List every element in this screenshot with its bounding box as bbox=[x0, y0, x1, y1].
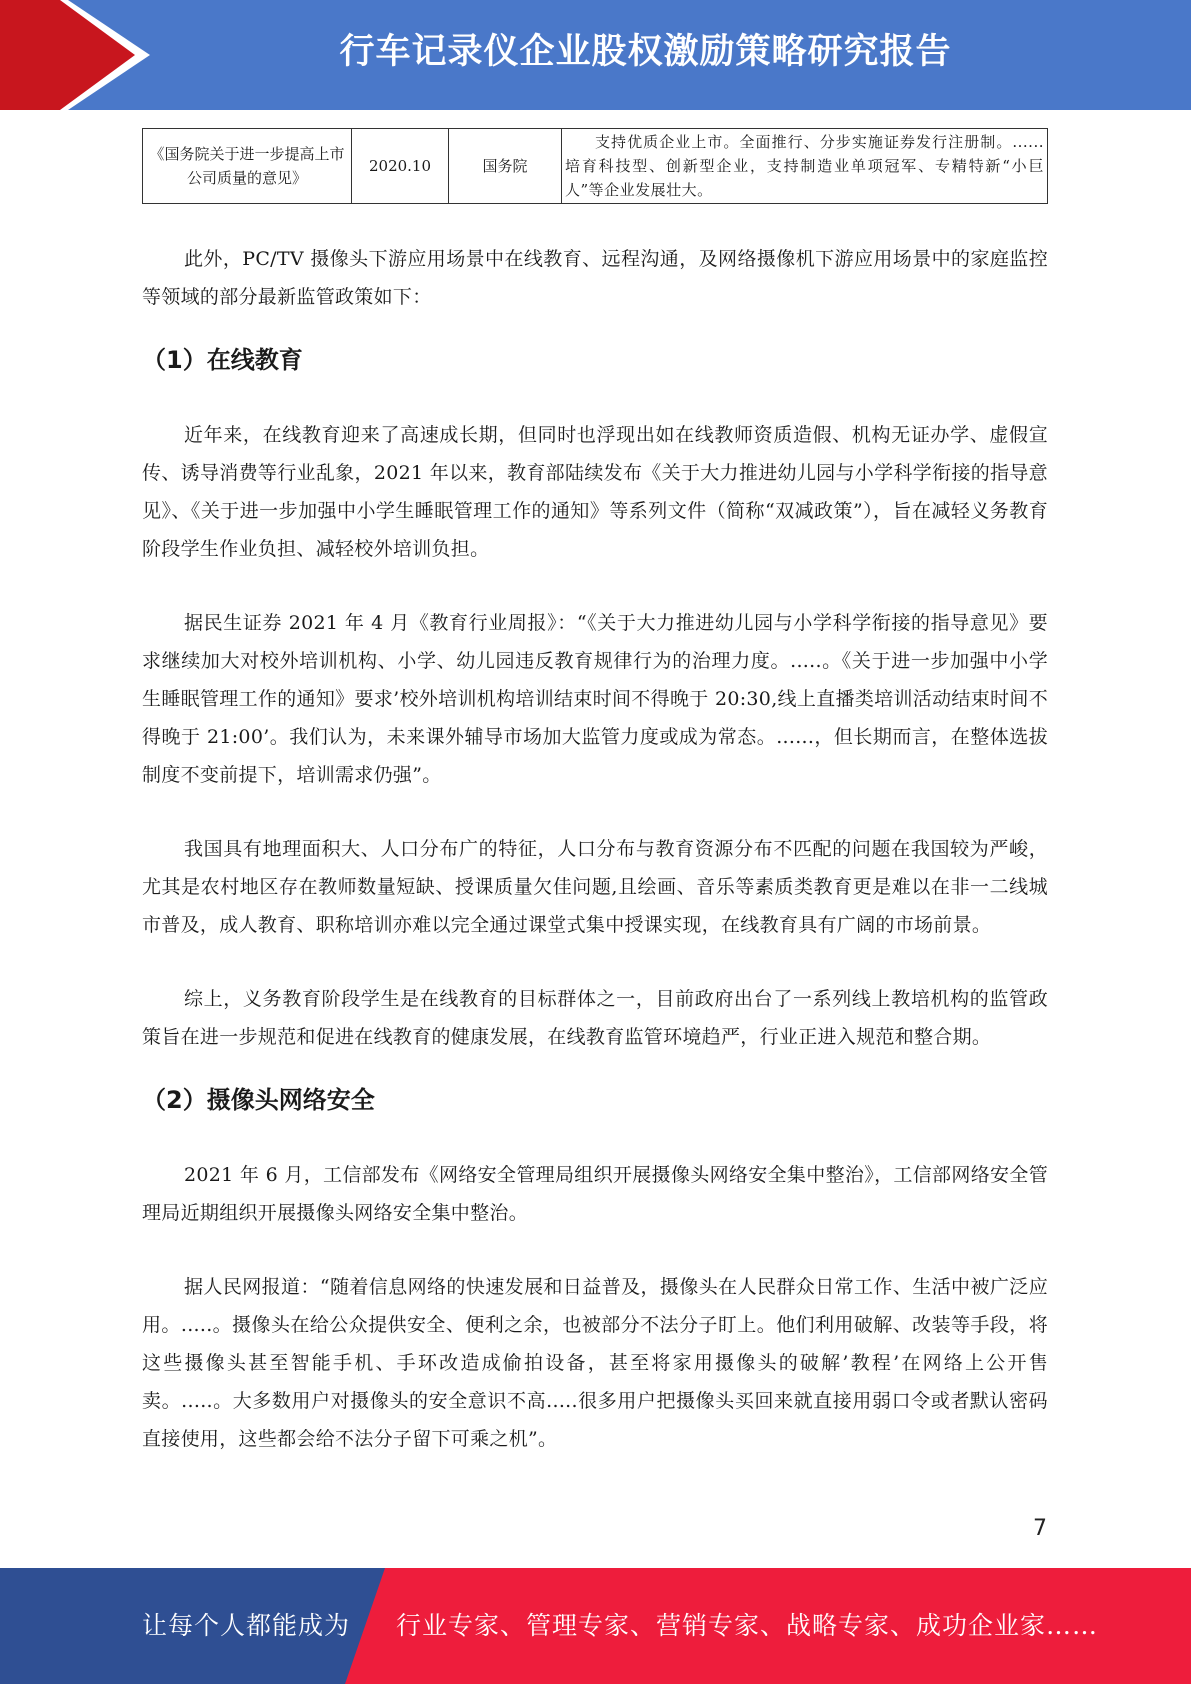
footer-slogan-left: 让每个人都能成为 bbox=[142, 1611, 351, 1640]
page-header bbox=[0, 0, 1191, 110]
policy-table bbox=[142, 128, 1048, 204]
header-title: 行车记录仪企业股权激励策略研究报告 bbox=[339, 32, 952, 72]
footer-slogan-right: 行业专家、管理专家、营销专家、战略专家、成功企业家…… bbox=[396, 1611, 1099, 1640]
header-arrow-icon bbox=[0, 0, 160, 110]
paragraph: 我国具有地理面积大、人口分布广的特征，人口分布与教育资源分布不匹配的问题在我国较为严峻，尤其是农村地区存在教师数量短缺、授课质量欠佳问题,且绘画、音乐等素质类教育更是难以在非一二线城市普及，成人教育、职称培训亦难以完全通过课堂式集中授课实现，在线教育具有广阔的市场前景。 bbox=[142, 838, 1048, 936]
paragraph: 据人民网报道：“随着信息网络的快速发展和日益普及，摄像头在人民群众日常工作、生活中被广泛应用。.....。摄像头在给公众提供安全、便利之余，也被部分不法分子盯上。他们利用破解、改装等手段，将这些摄像头甚至智能手机、手环改造成偷拍设备，甚至将家用摄像头的破解’教程’在网络上公开售卖。.....。大多数用户对摄像头的安全意识不高.....很多用户把摄像头买回来就直接用弱口令或者默认密码直接使用，这些都会给不法分子留下可乘之机”。 bbox=[142, 1276, 1048, 1450]
policy-date-cell: 2020.10 bbox=[352, 129, 449, 204]
section-heading-online-education: （1）在线教育 bbox=[142, 346, 303, 374]
paragraph: 据民生证券 2021 年 4 月《教育行业周报》：“《关于大力推进幼儿园与小学科学衔接的指导意见》要求继续加大对校外培训机构、小学、幼儿园违反教育规律行为的治理力度。.....。《关于进一步加强中小学生睡眠管理工作的通知》要求’校外培训机构培训结束时间不得晚于 20:30,线上直播类培训活动结束时间不得晚于 21:00’。我们认为，未来课外辅导市场加大监管力度或成为常态。......，但长期而言，在整体选拔制度不变前提下，培训需求仍强”。 bbox=[142, 612, 1048, 786]
intro-paragraph: 此外，PC/TV 摄像头下游应用场景中在线教育、远程沟通，及网络摄像机下游应用场景中的家庭监控等领域的部分最新监管政策如下： bbox=[142, 248, 1048, 308]
page-footer bbox=[0, 1568, 1191, 1684]
paragraph: 近年来，在线教育迎来了高速成长期，但同时也浮现出如在线教师资质造假、机构无证办学、虚假宣传、诱导消费等行业乱象，2021 年以来，教育部陆续发布《关于大力推进幼儿园与小学科学衔接的指导意见》、《关于进一步加强中小学生睡眠管理工作的通知》等系列文件（简称“双减政策”），旨在减轻义务教育阶段学生作业负担、减轻校外培训负担。 bbox=[142, 424, 1048, 560]
paragraph: 综上，义务教育阶段学生是在线教育的目标群体之一，目前政府出台了一系列线上教培机构的监管政策旨在进一步规范和促进在线教育的健康发展，在线教育监管环境趋严，行业正进入规范和整合期。 bbox=[142, 988, 1048, 1048]
table-row bbox=[143, 129, 1048, 204]
section-heading-camera-security: （2）摄像头网络安全 bbox=[142, 1086, 375, 1114]
policy-issuer-cell: 国务院 bbox=[449, 129, 562, 204]
paragraph: 2021 年 6 月，工信部发布《网络安全管理局组织开展摄像头网络安全集中整治》，工信部网络安全管理局近期组织开展摄像头网络安全集中整治。 bbox=[142, 1164, 1048, 1224]
policy-content-cell: 支持优质企业上市。全面推行、分步实施证券发行注册制。......培育科技型、创新型企业，支持制造业单项冠军、专精特新“小巨人”等企业发展壮大。 bbox=[562, 129, 1048, 204]
main-content bbox=[142, 240, 1048, 1458]
policy-name-cell: 《国务院关于进一步提高上市公司质量的意见》 bbox=[143, 129, 352, 204]
page-number: 7 bbox=[1033, 1516, 1047, 1541]
